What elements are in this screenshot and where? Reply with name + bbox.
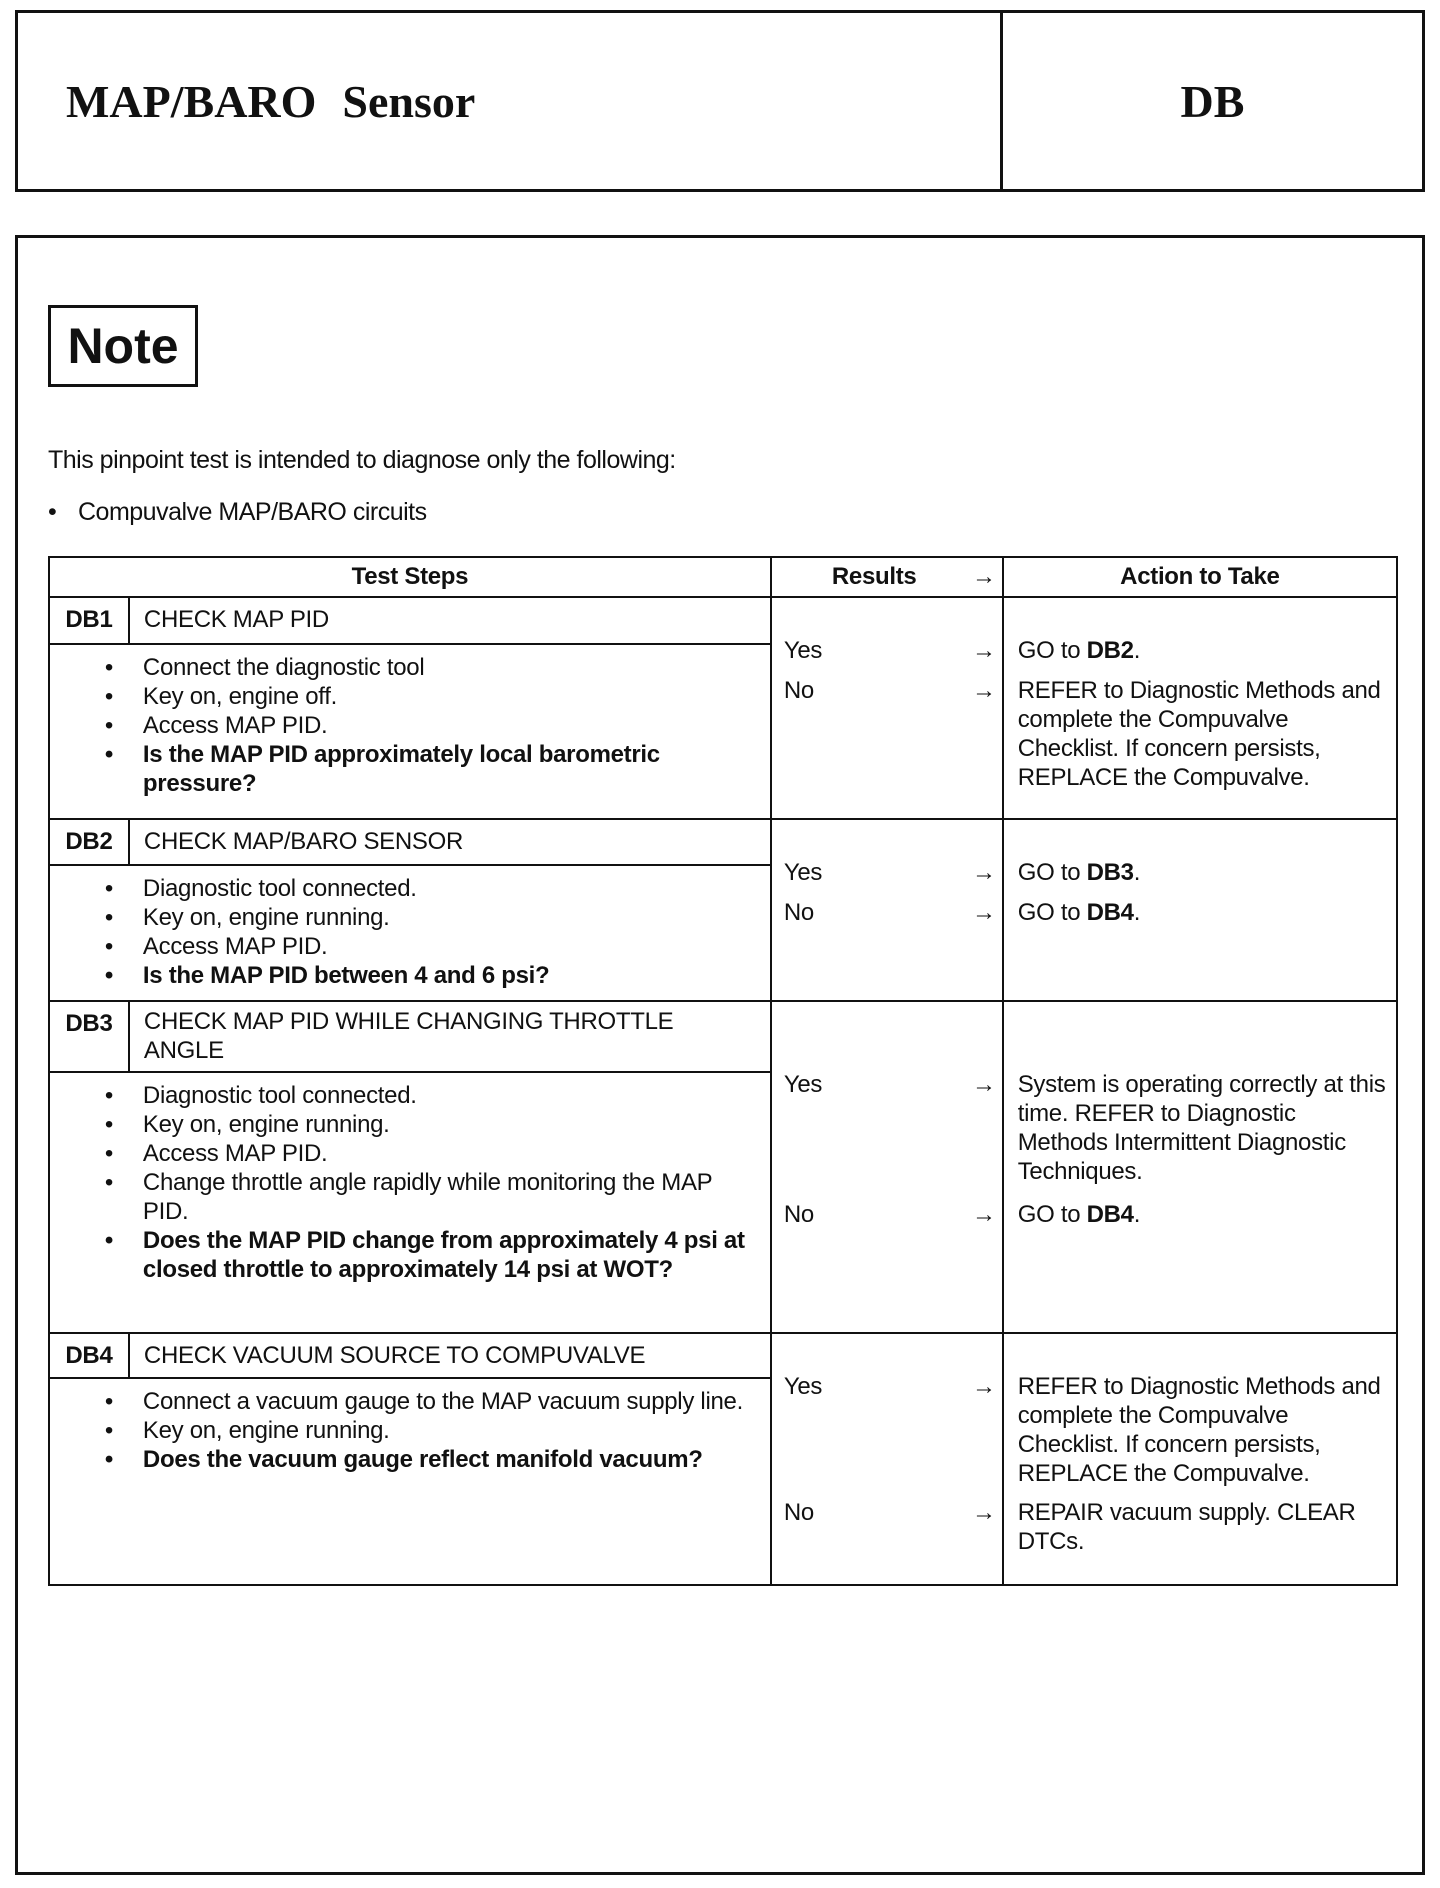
scope-text: Compuvalve MAP/BARO circuits xyxy=(78,498,427,526)
results-cell xyxy=(771,1001,1003,1333)
action-yes: System is operating correctly at this time. REFER to Diagnostic Methods Intermittent Diagnostic Techniques. xyxy=(1017,1071,1386,1185)
step-details xyxy=(129,1072,771,1333)
list-item: • Diagnostic tool connected. xyxy=(143,874,750,903)
action-step-ref: DB4 xyxy=(1086,1201,1134,1228)
table-row xyxy=(49,1333,1397,1378)
results-cell xyxy=(771,597,1003,819)
list-item: • Access MAP PID. xyxy=(143,711,750,740)
step-details xyxy=(129,865,771,1002)
arrow-icon: → xyxy=(972,899,996,926)
arrow-icon: → xyxy=(972,1201,996,1228)
table-header-row xyxy=(49,557,1397,597)
arrow-icon: → xyxy=(972,859,996,886)
result-yes-label: Yes xyxy=(783,637,823,664)
action-text: . xyxy=(1133,637,1141,664)
title-right: Sensor xyxy=(342,75,476,127)
list-item: • Key on, engine running. xyxy=(143,1110,750,1139)
list-item: • Access MAP PID. xyxy=(143,1139,750,1168)
result-no xyxy=(784,1200,996,1229)
step-id: DB1 xyxy=(49,597,129,644)
action-text: GO to xyxy=(1017,859,1087,886)
results-cell xyxy=(771,819,1003,1001)
header-test-steps: Test Steps xyxy=(49,557,771,597)
result-yes-label: Yes xyxy=(783,1373,823,1400)
arrow-icon: → xyxy=(972,1071,996,1098)
header-results xyxy=(771,557,1003,597)
action-no: REPAIR vacuum supply. CLEAR DTCs. xyxy=(1017,1499,1356,1555)
action-step-ref: DB4 xyxy=(1086,899,1134,926)
step-title: CHECK MAP/BARO SENSOR xyxy=(129,819,771,865)
table-row xyxy=(49,819,1397,865)
step-question: • Is the MAP PID between 4 and 6 psi? xyxy=(143,961,750,990)
step-id: DB3 xyxy=(49,1001,129,1072)
header-box xyxy=(15,10,1425,192)
intro-text: This pinpoint test is intended to diagnose only the following: xyxy=(48,446,676,474)
action-text: GO to xyxy=(1017,637,1087,664)
action-step-ref: DB2 xyxy=(1086,637,1134,664)
result-yes xyxy=(784,636,996,665)
list-item: • Key on, engine running. xyxy=(143,1416,750,1445)
action-text: GO to xyxy=(1017,1201,1087,1228)
table-row xyxy=(49,597,1397,644)
title-left: MAP/BARO xyxy=(66,75,317,127)
note-label: Note xyxy=(48,305,198,387)
step-question: • Does the vacuum gauge reflect manifold vacuum? xyxy=(143,1445,750,1474)
list-item: • Connect a vacuum gauge to the MAP vacuum supply line. xyxy=(143,1387,750,1416)
arrow-icon: → xyxy=(972,563,996,590)
action-yes: REFER to Diagnostic Methods and complete the Compuvalve Checklist. If concern persists, REPLACE the Compuvalve. xyxy=(1017,1373,1381,1487)
table-row xyxy=(49,1001,1397,1072)
result-yes-label: Yes xyxy=(783,859,823,886)
action-step-ref: DB3 xyxy=(1086,859,1134,886)
step-title: CHECK MAP PID WHILE CHANGING THROTTLE ANGLE xyxy=(129,1001,771,1072)
action-no xyxy=(1018,1200,1388,1229)
action-no xyxy=(1018,898,1388,927)
arrow-icon: → xyxy=(972,637,996,664)
list-item: • Change throttle angle rapidly while monitoring the MAP PID. xyxy=(143,1168,750,1226)
header-results-label: Results xyxy=(831,563,917,590)
result-yes xyxy=(784,858,996,887)
result-no xyxy=(784,898,996,927)
result-no xyxy=(784,676,996,705)
action-yes xyxy=(1018,636,1388,665)
result-no-label: No xyxy=(783,1499,814,1526)
arrow-icon: → xyxy=(972,677,996,704)
result-no-label: No xyxy=(783,677,814,704)
list-item: • Connect the diagnostic tool xyxy=(143,653,750,682)
header-action: Action to Take xyxy=(1003,557,1397,597)
arrow-icon: → xyxy=(972,1373,996,1400)
action-text: . xyxy=(1133,899,1141,926)
result-no xyxy=(784,1498,996,1527)
action-cell xyxy=(1003,1001,1397,1333)
action-text: . xyxy=(1133,859,1141,886)
step-id: DB4 xyxy=(49,1333,129,1378)
step-details xyxy=(129,644,771,819)
step-question: • Does the MAP PID change from approximately 4 psi at closed throttle to approximately 14 psi at WOT? xyxy=(143,1226,750,1284)
result-yes-label: Yes xyxy=(783,1071,823,1098)
list-item: • Diagnostic tool connected. xyxy=(143,1081,750,1110)
main-content xyxy=(15,235,1425,1875)
step-question: • Is the MAP PID approximately local barometric pressure? xyxy=(143,740,750,798)
step-details xyxy=(129,1378,771,1585)
step-title: CHECK MAP PID xyxy=(129,597,771,644)
step-id: DB2 xyxy=(49,819,129,865)
section-code: DB xyxy=(1180,75,1245,127)
action-text: GO to xyxy=(1017,899,1087,926)
action-text: . xyxy=(1133,1201,1141,1228)
results-cell xyxy=(771,1333,1003,1585)
list-item: • Key on, engine running. xyxy=(143,903,750,932)
result-yes xyxy=(784,1372,996,1401)
result-no-label: No xyxy=(783,899,814,926)
action-yes xyxy=(1018,858,1388,887)
page-title xyxy=(18,13,1003,189)
bullet-mark: • xyxy=(48,498,57,526)
action-no: REFER to Diagnostic Methods and complete the Compuvalve Checklist. If concern persists, REPLACE the Compuvalve. xyxy=(1017,677,1381,791)
step-title: CHECK VACUUM SOURCE TO COMPUVALVE xyxy=(129,1333,771,1378)
scope-item xyxy=(48,498,427,527)
arrow-icon: → xyxy=(972,1499,996,1526)
result-yes xyxy=(784,1070,996,1099)
pinpoint-test-table xyxy=(48,556,1398,1586)
result-no-label: No xyxy=(783,1201,814,1228)
list-item: • Access MAP PID. xyxy=(143,932,750,961)
action-cell xyxy=(1003,597,1397,819)
list-item: • Key on, engine off. xyxy=(143,682,750,711)
action-cell xyxy=(1003,1333,1397,1585)
action-cell xyxy=(1003,819,1397,1001)
